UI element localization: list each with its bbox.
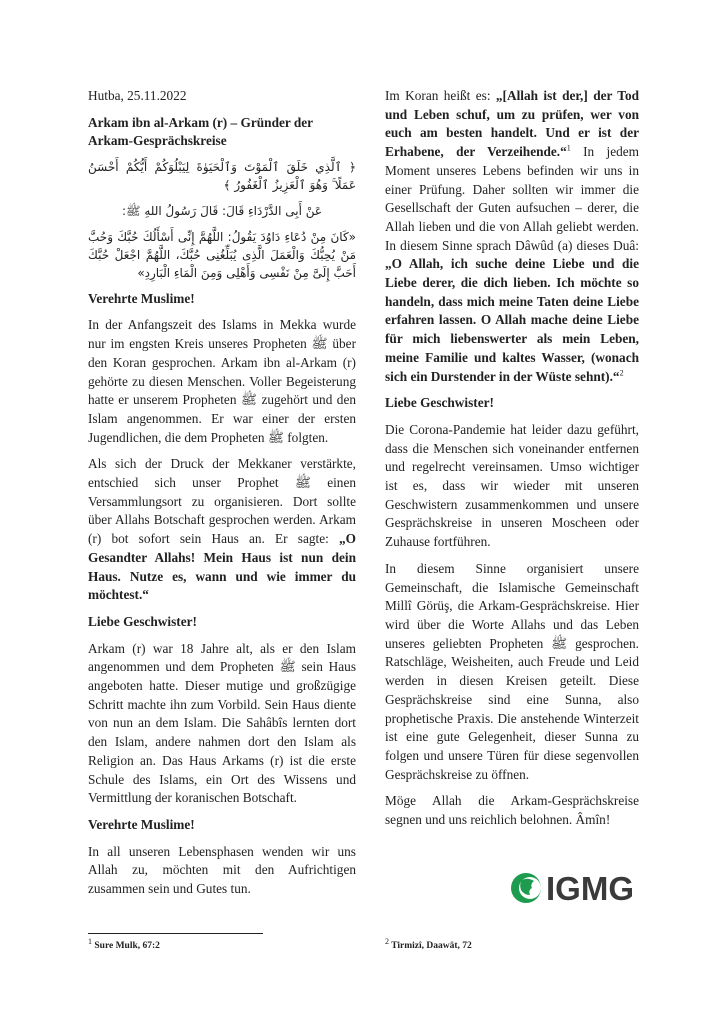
section-heading: Verehrte Muslime! [88, 816, 195, 832]
left-column [88, 87, 356, 907]
arabic-narrator: عَنْ أَبِى الدَّرْدَاءِ قَالَ: قَالَ رَسُولُ اللهِ ﷺ: [121, 203, 323, 218]
logo-text: IGMG [546, 870, 634, 907]
arabic-dua: «كَانَ مِنْ دُعَاءِ دَاوُدَ يَقُولُ: اللَّهُمَّ إِنِّى أَسْأَلُكَ حُبَّكَ وَحُبَّ مَنْ يُحِبُّكَ وَالْعَمَلَ الَّذِى يُبَلِّغُنِى حُبَّكَ، اللَّهُمَّ اجْعَلْ حُبَّكَ أَحَبَّ إِلَىَّ مِنْ نَفْسِى وَأَهْلِى وَمِنَ الْمَاءِ الْبَارِدِ» [88, 229, 356, 280]
paragraph: In all unseren Lebensphasen wenden wir uns Allah zu, möchten mit den Aufrichtigen zusammen sein und Gutes tun. [88, 843, 356, 897]
quote-text: „O Allah, ich suche deine Liebe und die Liebe derer, die dich lieben. Ich möchte so handeln, dass mich meine Taten deine Liebe erfahren lassen. O Allah mache deine Liebe für mich liebenswerter als mein Leben, meine Familie und kaltes Wasser, (wonach sich ein Durstender in der Wüste sehnt).“ [385, 256, 639, 384]
paragraph [385, 87, 639, 386]
footnote-text: Sure Mulk, 67:2 [92, 941, 160, 951]
footnote-2 [385, 936, 472, 951]
section-heading: Liebe Geschwister! [385, 395, 494, 411]
section-heading: Verehrte Muslime! [88, 290, 195, 306]
footnote-ref[interactable]: 1 [566, 143, 571, 153]
paragraph-text: In jedem Moment unseres Lebens befinden wir uns in einer Prüfung. Daher sollten wir immer die Gesellschaft der Guten aufsuchen – derer, die Allah lieben und die von Allah geliebt werden. In diesem Sinne sprach Dâwûd (a) dieses Duâ: [385, 144, 639, 253]
section-heading: Liebe Geschwister! [88, 613, 197, 629]
sermon-title: Arkam ibn al-Arkam (r) – Gründer der Arkam-Gesprächskreise [88, 114, 313, 148]
quote-text: „O Gesandter Allahs! Mein Haus ist nun dein Haus. Nutze es, wann und wie immer du möchtest.“ [88, 531, 356, 603]
igmg-logo-icon [508, 868, 643, 908]
sermon-date: Hutba, 25.11.2022 [88, 88, 187, 103]
footnote-1 [88, 936, 160, 951]
paragraph: Arkam (r) war 18 Jahre alt, als er den Islam angenommen und dem Propheten ﷺ sein Haus angeboten hatte. Dieser mutige und großzügige Schritt machte ihn zum Vorbild. Sein Haus diente von nun an dem Islam. Die Sahâbîs lernten dort den Islam, andere nahmen dort den Islam als Religion an. Das Haus Arkams (r) ist die erste Schule des Islams, ein Ort des Wissens und Vermittlung der koranischen Botschaft. [88, 640, 356, 806]
paragraph: Möge Allah die Arkam-Gesprächskreise segnen und uns reichlich belohnen. Âmîn! [385, 793, 639, 828]
paragraph-text: Im Koran heißt es: [385, 88, 496, 103]
right-column [385, 87, 639, 838]
footnote-divider [88, 933, 263, 934]
footnote-text: Tirmizî, Daawât, 72 [389, 941, 472, 951]
paragraph: In diesem Sinne organisiert unsere Gemeinschaft, die Islamische Gemeinschaft Millî Görüş, die Arkam-Gesprächskreise. Hier wird über die Worte Allahs und das Leben unseres geliebten Propheten ﷺ gesprochen. Ratschläge, Weisheiten, auch Freude und Leid werden in diesen Kreisen geteilt. Diese Gesprächskreise sind eine Sunna, also prophetische Praxis. Die anstehende Winterzeit ist eine gute Gelegenheit, dieser Sunna zu folgen und unsere Türen für diese segenvollen Gesprächskreise zu öffnen. [385, 560, 640, 782]
paragraph: Die Corona-Pandemie hat leider dazu geführt, dass die Menschen sich voneinander entfernen und regelrecht vereinsamen. Umso wichtiger ist es, dass wir wieder mit unseren Geschwistern zusammenkommen und unsere Gesprächskreise in unseren Moscheen oder Zuhause fortführen. [385, 421, 639, 550]
igmg-logo [508, 868, 643, 908]
footnote-number: 1 [88, 936, 92, 946]
arabic-verse: ﴿ ٱلَّذِي خَلَقَ ٱلْمَوْتَ وَٱلْحَيَوٰةَ لِيَبْلُوَكُمْ أَيُّكُمْ أَحْسَنُ عَمَلًا ۚ وَهُوَ ٱلْعَزِيزُ ٱلْغَفُورُ ﴾ [88, 159, 356, 192]
paragraph [88, 455, 356, 605]
footnote-number: 2 [385, 936, 389, 946]
footnote-ref[interactable]: 2 [619, 368, 624, 378]
quote-text: „[Allah ist der,] der Tod und Leben schuf, um zu prüfen, wer von euch am besten handelt. Und er ist der Erhabene, der Verzeihende.“ [385, 88, 639, 160]
paragraph: In der Anfangszeit des Islams in Mekka wurde nur im engsten Kreis unseres Propheten ﷺ über den Koran gesprochen. Arkam ibn al-Arkam (r) gehörte zu diesen Menschen. Voller Begeisterung hatte er unserem Propheten ﷺ zugehört und den Islam angenommen. Er war einer der ersten Jugendlichen, die dem Propheten ﷺ folgten. [88, 317, 356, 445]
paragraph-text: Als sich der Druck der Mekkaner verstärkte, entschied sich unser Prophet ﷺ einen Versammlungsort zu organisieren. Dort sollte über Allahs Botschaft gesprochen werden. Arkam (r) bot sofort sein Haus an. Er sagte: [88, 456, 356, 547]
